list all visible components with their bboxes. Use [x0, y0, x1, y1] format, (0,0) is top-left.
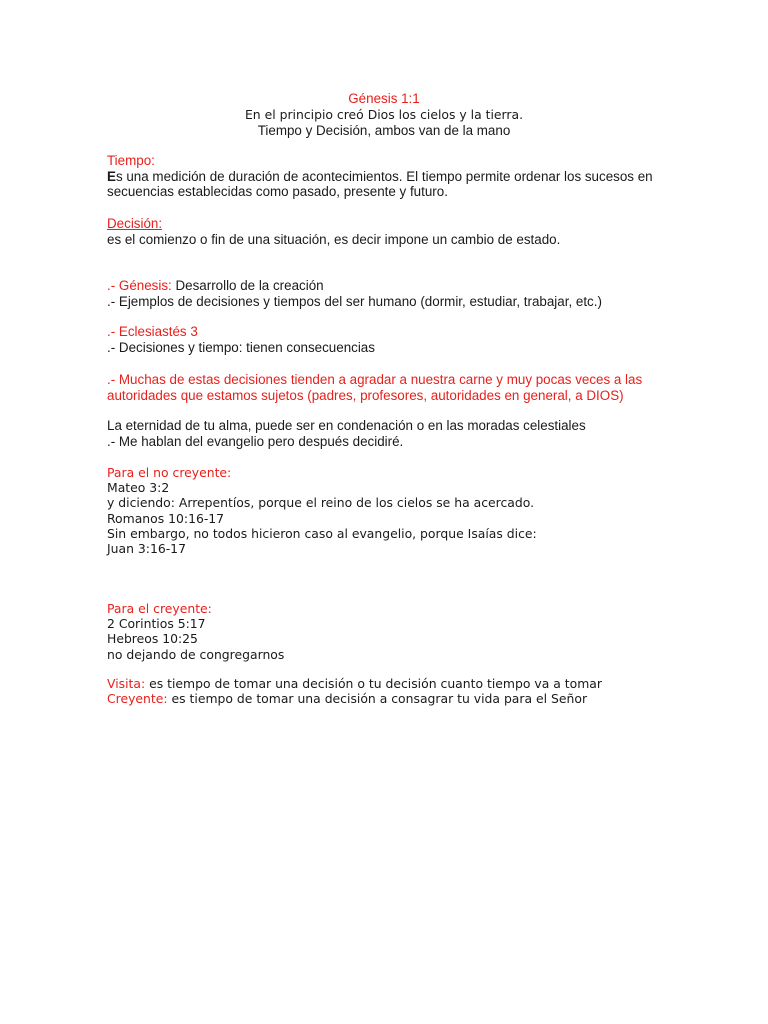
no-creyente-heading: Para el no creyente:	[107, 465, 232, 480]
tiempo-section	[107, 153, 667, 200]
list-item: Romanos 10:16-17	[107, 510, 225, 526]
eternidad-line1: La eternidad de tu alma, puede ser en condenación o en las moradas celestiales	[107, 418, 586, 433]
list-item: no dejando de congregarnos	[107, 646, 285, 662]
creyente-heading: Para el creyente:	[107, 601, 212, 616]
eclesiastes-section	[107, 324, 667, 355]
tiempo-heading: Tiempo:	[107, 153, 155, 168]
document-subtitle: Tiempo y Decisión, ambos van de la mano	[257, 123, 511, 138]
list-item: 2 Corintios 5:17	[107, 616, 206, 632]
genesis-points	[107, 278, 667, 309]
list-item: y diciendo: Arrepentíos, porque el reino de los cielos se ha acercado.	[107, 495, 535, 511]
scripture-verse: En el principio creó Dios los cielos y la tierra.	[244, 107, 524, 122]
muchas-line2: autoridades que estamos sujetos (padres, profesores, autoridades en general, a DIOS)	[107, 387, 624, 403]
visita-text: es tiempo de tomar una decisión o tu decisión cuanto tiempo va a tomar	[145, 676, 602, 691]
tiempo-text-line1: s una medición de duración de acontecimientos. El tiempo permite ordenar los sucesos en	[115, 168, 653, 184]
decision-heading: Decisión:	[107, 216, 163, 231]
list-item: Sin embargo, no todos hicieron caso al evangelio, porque Isaías dice:	[107, 525, 537, 541]
eternidad-section	[107, 418, 667, 449]
closing-section	[107, 676, 667, 706]
list-item: Juan 3:16-17	[107, 541, 186, 557]
creyente-label: Creyente:	[107, 691, 168, 707]
tiempo-initial: E	[107, 168, 116, 184]
eclesiastes-text: .- Decisiones y tiempo: tienen consecuencias	[107, 339, 375, 355]
document-title: Génesis 1:1	[348, 91, 420, 106]
muchas-section	[107, 372, 667, 403]
genesis-text: Desarrollo de la creación	[171, 278, 324, 293]
ejemplos-text: .- Ejemplos de decisiones y tiempos del ser humano (dormir, estudiar, trabajar, etc.)	[107, 293, 602, 309]
no-creyente-section	[107, 465, 667, 556]
creyente-section	[107, 601, 667, 662]
visita-label: Visita:	[107, 676, 146, 691]
creyente-text: es tiempo de tomar una decisión a consagrar tu vida para el Señor	[167, 691, 588, 707]
tiempo-text-line2: secuencias establecidas como pasado, presente y futuro.	[107, 184, 448, 199]
eternidad-line2: .- Me hablan del evangelio pero después decidiré.	[107, 433, 404, 449]
genesis-label: .- Génesis:	[107, 278, 172, 293]
list-item: Mateo 3:2	[107, 480, 170, 496]
decision-text: es el comienzo o fin de una situación, es decir impone un cambio de estado.	[107, 231, 561, 247]
eclesiastes-heading: .- Eclesiastés 3	[107, 324, 198, 339]
muchas-line1: .- Muchas de estas decisiones tienden a agradar a nuestra carne y muy pocas veces a las	[107, 372, 643, 387]
list-item: Hebreos 10:25	[107, 631, 198, 647]
decision-section	[107, 216, 667, 247]
